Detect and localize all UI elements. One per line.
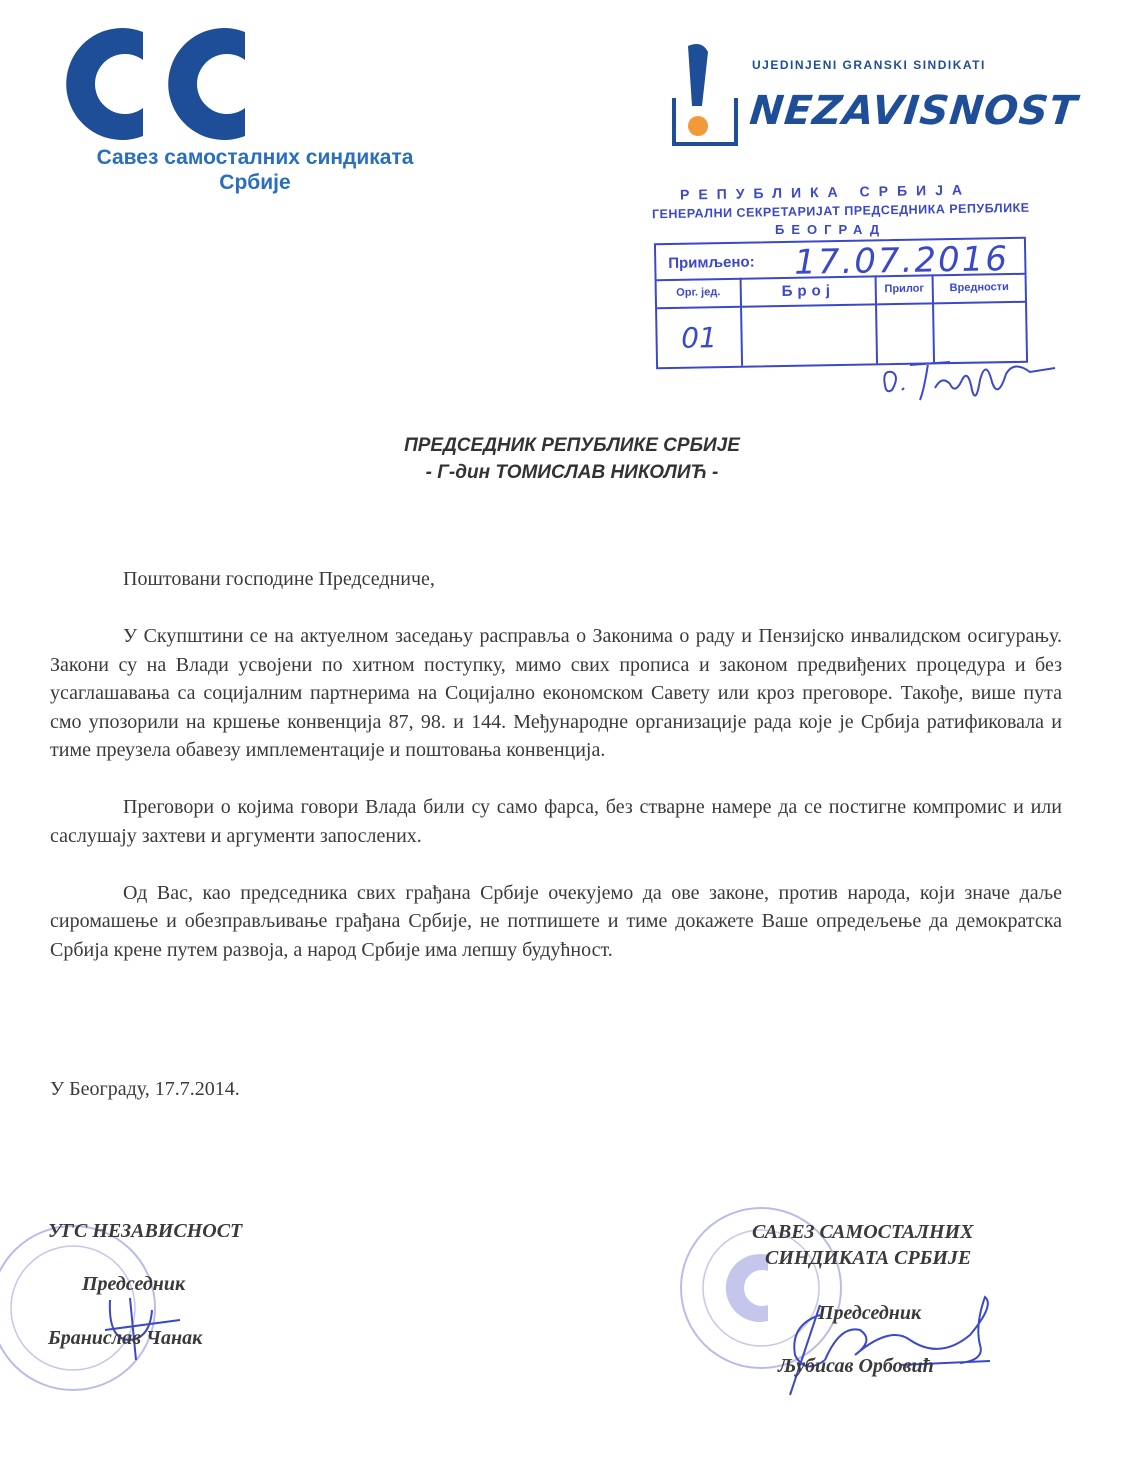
letter-body	[50, 565, 1062, 964]
left-role: Председник	[82, 1273, 186, 1295]
stamp-signature	[880, 350, 1060, 410]
stamp-col-value: Вредности	[934, 273, 1026, 305]
stamp-received-label: Примљено:	[668, 253, 755, 273]
stamp-received-date: 17.07.2016	[793, 239, 1010, 283]
stamp-col-attachment: Прилог	[877, 274, 935, 305]
sss-name-line1: Савез самосталних синдиката	[96, 146, 414, 169]
sss-name	[20, 145, 490, 195]
right-org-line2: СИНДИКАТА СРБИЈЕ	[765, 1247, 972, 1269]
paragraph-3: Од Вас, као председника свих грађана Србије очекујемо да ове законе, против народа, који значе даље сиромашење и обезправљивање грађана Србије, не потпишете и тиме докажете Ваше опредељење да демократска Србија крене путем развоја, а народ Србије има лепшу будућност.	[50, 881, 1062, 961]
sss-name-line2: Србије	[219, 171, 291, 194]
nezavisnost-tagline: UJEDINJENI GRANSKI SINDIKATI	[752, 58, 986, 72]
addressee	[0, 432, 1144, 486]
right-role: Председник	[818, 1302, 922, 1324]
stamp-country: РЕПУБЛИКА СРБИЈА	[679, 181, 972, 203]
nezavisnost-wordmark: NEZAVISNOST	[747, 88, 1080, 134]
addressee-title: ПРЕДСЕДНИК РЕПУБЛИКЕ СРБИЈЕ	[404, 435, 740, 456]
left-signatory-name: Бранислав Чанак	[48, 1327, 203, 1349]
stamp-org-value: 01	[657, 308, 743, 367]
left-org: УГС НЕЗАВИСНОСТ	[48, 1220, 243, 1242]
right-signatory-name: Љубисав Орбовић	[778, 1355, 934, 1377]
stamp-office: ГЕНЕРАЛНИ СЕКРЕТАРИЈАТ ПРЕДСЕДНИКА РЕПУБЛИКЕ	[651, 200, 1030, 222]
stamp-col-org: Орг. јед.	[657, 278, 743, 309]
paragraph-1: У Скупштини се на актуелном заседању расправља о Законима о раду и Пензијско инвалидском осигурању. Закони су на Влади усвојени по хитном поступку, мимо свих прописа и законом предвиђених процедура и без усаглашавања са социјалним партнерима на Социјално економском Савету или кроз преговоре. Такође, више пута смо упозорили на кршење конвенција 87, 98. и 144. Међународне организације рада које је Србија ратификовала и тиме преузела обавезу имплементације и поштовања конвенција.	[50, 625, 1062, 761]
place-date: У Београду, 17.7.2014.	[50, 1078, 240, 1100]
greeting: Поштовани господине Председниче,	[123, 568, 435, 590]
stamp-col-number: Број	[742, 275, 878, 307]
right-org-line1: САВЕЗ САМОСТАЛНИХ	[752, 1221, 974, 1243]
paragraph-2: Преговори о којима говори Влада били су само фарса, без стварне намере да се постигне компромис и или саслушају захтеви и аргументи запослених.	[50, 796, 1062, 847]
addressee-name: - Г-дин ТОМИСЛАВ НИКОЛИЋ -	[425, 462, 719, 483]
stamp-city: БЕОГРАД	[775, 222, 887, 237]
stamp-number-cell	[742, 305, 878, 365]
